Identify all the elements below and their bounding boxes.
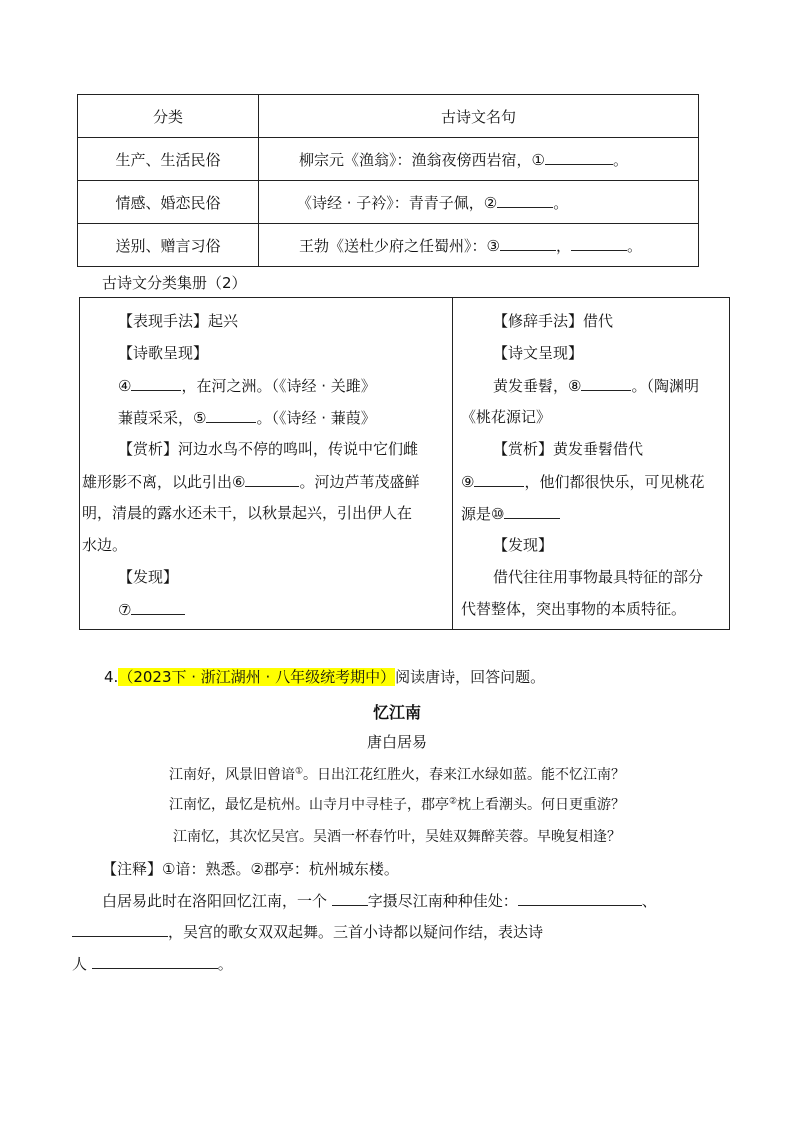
table1-quote [259,224,699,267]
answer-blank-10[interactable] [504,502,560,519]
quote-text: 《诗经 · 子衿》：青青子佩，② [297,194,498,212]
analysis-line-1: 【赏析】河边水鸟不停的鸣叫，传说中它们雌 [118,440,419,458]
prose-line-8: 黄发垂髫，⑧ 。（陶渊明 [493,374,699,397]
quote-tail: 。 [612,151,628,169]
answer-blank-emotion[interactable] [92,952,218,969]
discovery-right-2: 代替整体，突出事物的本质特征。 [461,600,687,618]
discovery-label-right: 【发现】 [493,536,554,554]
quote-text: 王勃《送杜少府之任蜀州》：③ [299,237,500,255]
answer-blank-7[interactable] [131,598,185,615]
poem-author: 唐白居易 [366,733,427,751]
discovery-right-1: 借代往往用事物最具特征的部分 [493,568,704,586]
analysis-right-2: ⑨ ，他们都很快乐，可见桃花 [461,470,704,493]
answer-blank-8[interactable] [581,374,631,391]
quote-mid: ， [555,237,571,255]
table1-category: 情感、婚恋民俗 [78,181,259,224]
table1-quote [259,181,699,224]
analysis-line-3: 明，清晨的露水还未干，以秋景起兴，引出伊人在 [82,504,413,522]
question-line-1: 白居易此时在洛阳回忆江南，一个 字摄尽江南种种佳处： 、 [102,889,657,911]
question-instruction: 阅读唐诗，回答问题。 [395,668,546,686]
answer-blank-scene-2[interactable] [72,920,168,937]
answer-blank-1[interactable] [545,148,613,165]
analysis-line-4: 水边。 [82,536,128,554]
table2-title: 古诗文分类集册（2） [102,274,247,292]
poem-stanza-1: 江南好，风景旧曾谙①。日出江花红胜火，春来江水绿如蓝。能不忆江南？ [168,766,626,783]
poem-stanza-2: 江南忆，最忆是杭州。山寺月中寻桂子，郡亭②枕上看潮头。何日更重游？ [168,796,626,813]
table-row [78,224,699,267]
prose-source: 《桃花源记》 [461,408,552,426]
poem-line-5: 蒹葭采采，⑤ 。（《诗经 · 蒹葭》 [118,406,376,429]
quote-tail: 。 [626,237,642,255]
table1-header-row [78,95,699,138]
rhetoric-label: 【修辞手法】借代 [493,312,614,330]
quote-text: 柳宗元《渔翁》：渔翁夜傍西岩宿，① [299,151,545,169]
table2-left-cell [80,298,453,630]
answer-blank-5[interactable] [206,406,256,423]
answer-blank-word[interactable] [332,889,368,906]
question-source-highlight: （2023下 · 浙江湖州 · 八年级统考期中） [118,668,396,686]
answer-blank-4[interactable] [131,374,181,391]
answer-blank-3b[interactable] [571,234,627,251]
analysis-line-2: 雄形影不离，以此引出⑥ 。河边芦苇茂盛鲜 [82,470,419,493]
quote-tail: 。 [553,194,569,212]
presentation-label: 【诗歌呈现】 [118,344,209,362]
question-4-header [104,666,545,687]
discovery-answer-line: ⑦ [118,598,185,621]
answer-blank-scene-1[interactable] [518,889,642,906]
classification-table-2 [79,297,730,630]
poem-title: 忆江南 [372,703,421,722]
table-row [78,181,699,224]
question-line-2: ，吴宫的歌女双双起舞。三首小诗都以疑问作结，表达诗 [72,920,543,942]
table2-right-cell [453,298,730,630]
table-row [78,138,699,181]
question-line-3: 人 。 [72,952,233,974]
discovery-label: 【发现】 [118,568,179,586]
question-number: 4. [104,668,119,686]
table1-category: 送别、赠言习俗 [78,224,259,267]
table1-quote [259,138,699,181]
presentation-label-right: 【诗文呈现】 [493,344,584,362]
answer-blank-3a[interactable] [500,234,556,251]
table1-header-category: 分类 [78,95,259,138]
poem-notes: 【注释】①谙：熟悉。②郡亭：杭州城东楼。 [102,860,399,878]
classification-table-1 [77,94,699,267]
technique-label: 【表现手法】起兴 [118,312,239,330]
answer-blank-6[interactable] [245,470,299,487]
analysis-right-3: 源是⑩ [461,502,560,525]
table1-category: 生产、生活民俗 [78,138,259,181]
table1-header-quotes: 古诗文名句 [259,95,699,138]
answer-blank-2[interactable] [497,191,553,208]
answer-blank-9[interactable] [474,470,524,487]
analysis-right-1: 【赏析】黄发垂髫借代 [493,440,644,458]
poem-stanza-3: 江南忆，其次忆吴宫。吴酒一杯春竹叶，吴娃双舞醉芙蓉。早晚复相逢？ [173,829,621,845]
poem-line-4: ④ ，在河之洲。（《诗经 · 关雎》 [118,374,376,397]
